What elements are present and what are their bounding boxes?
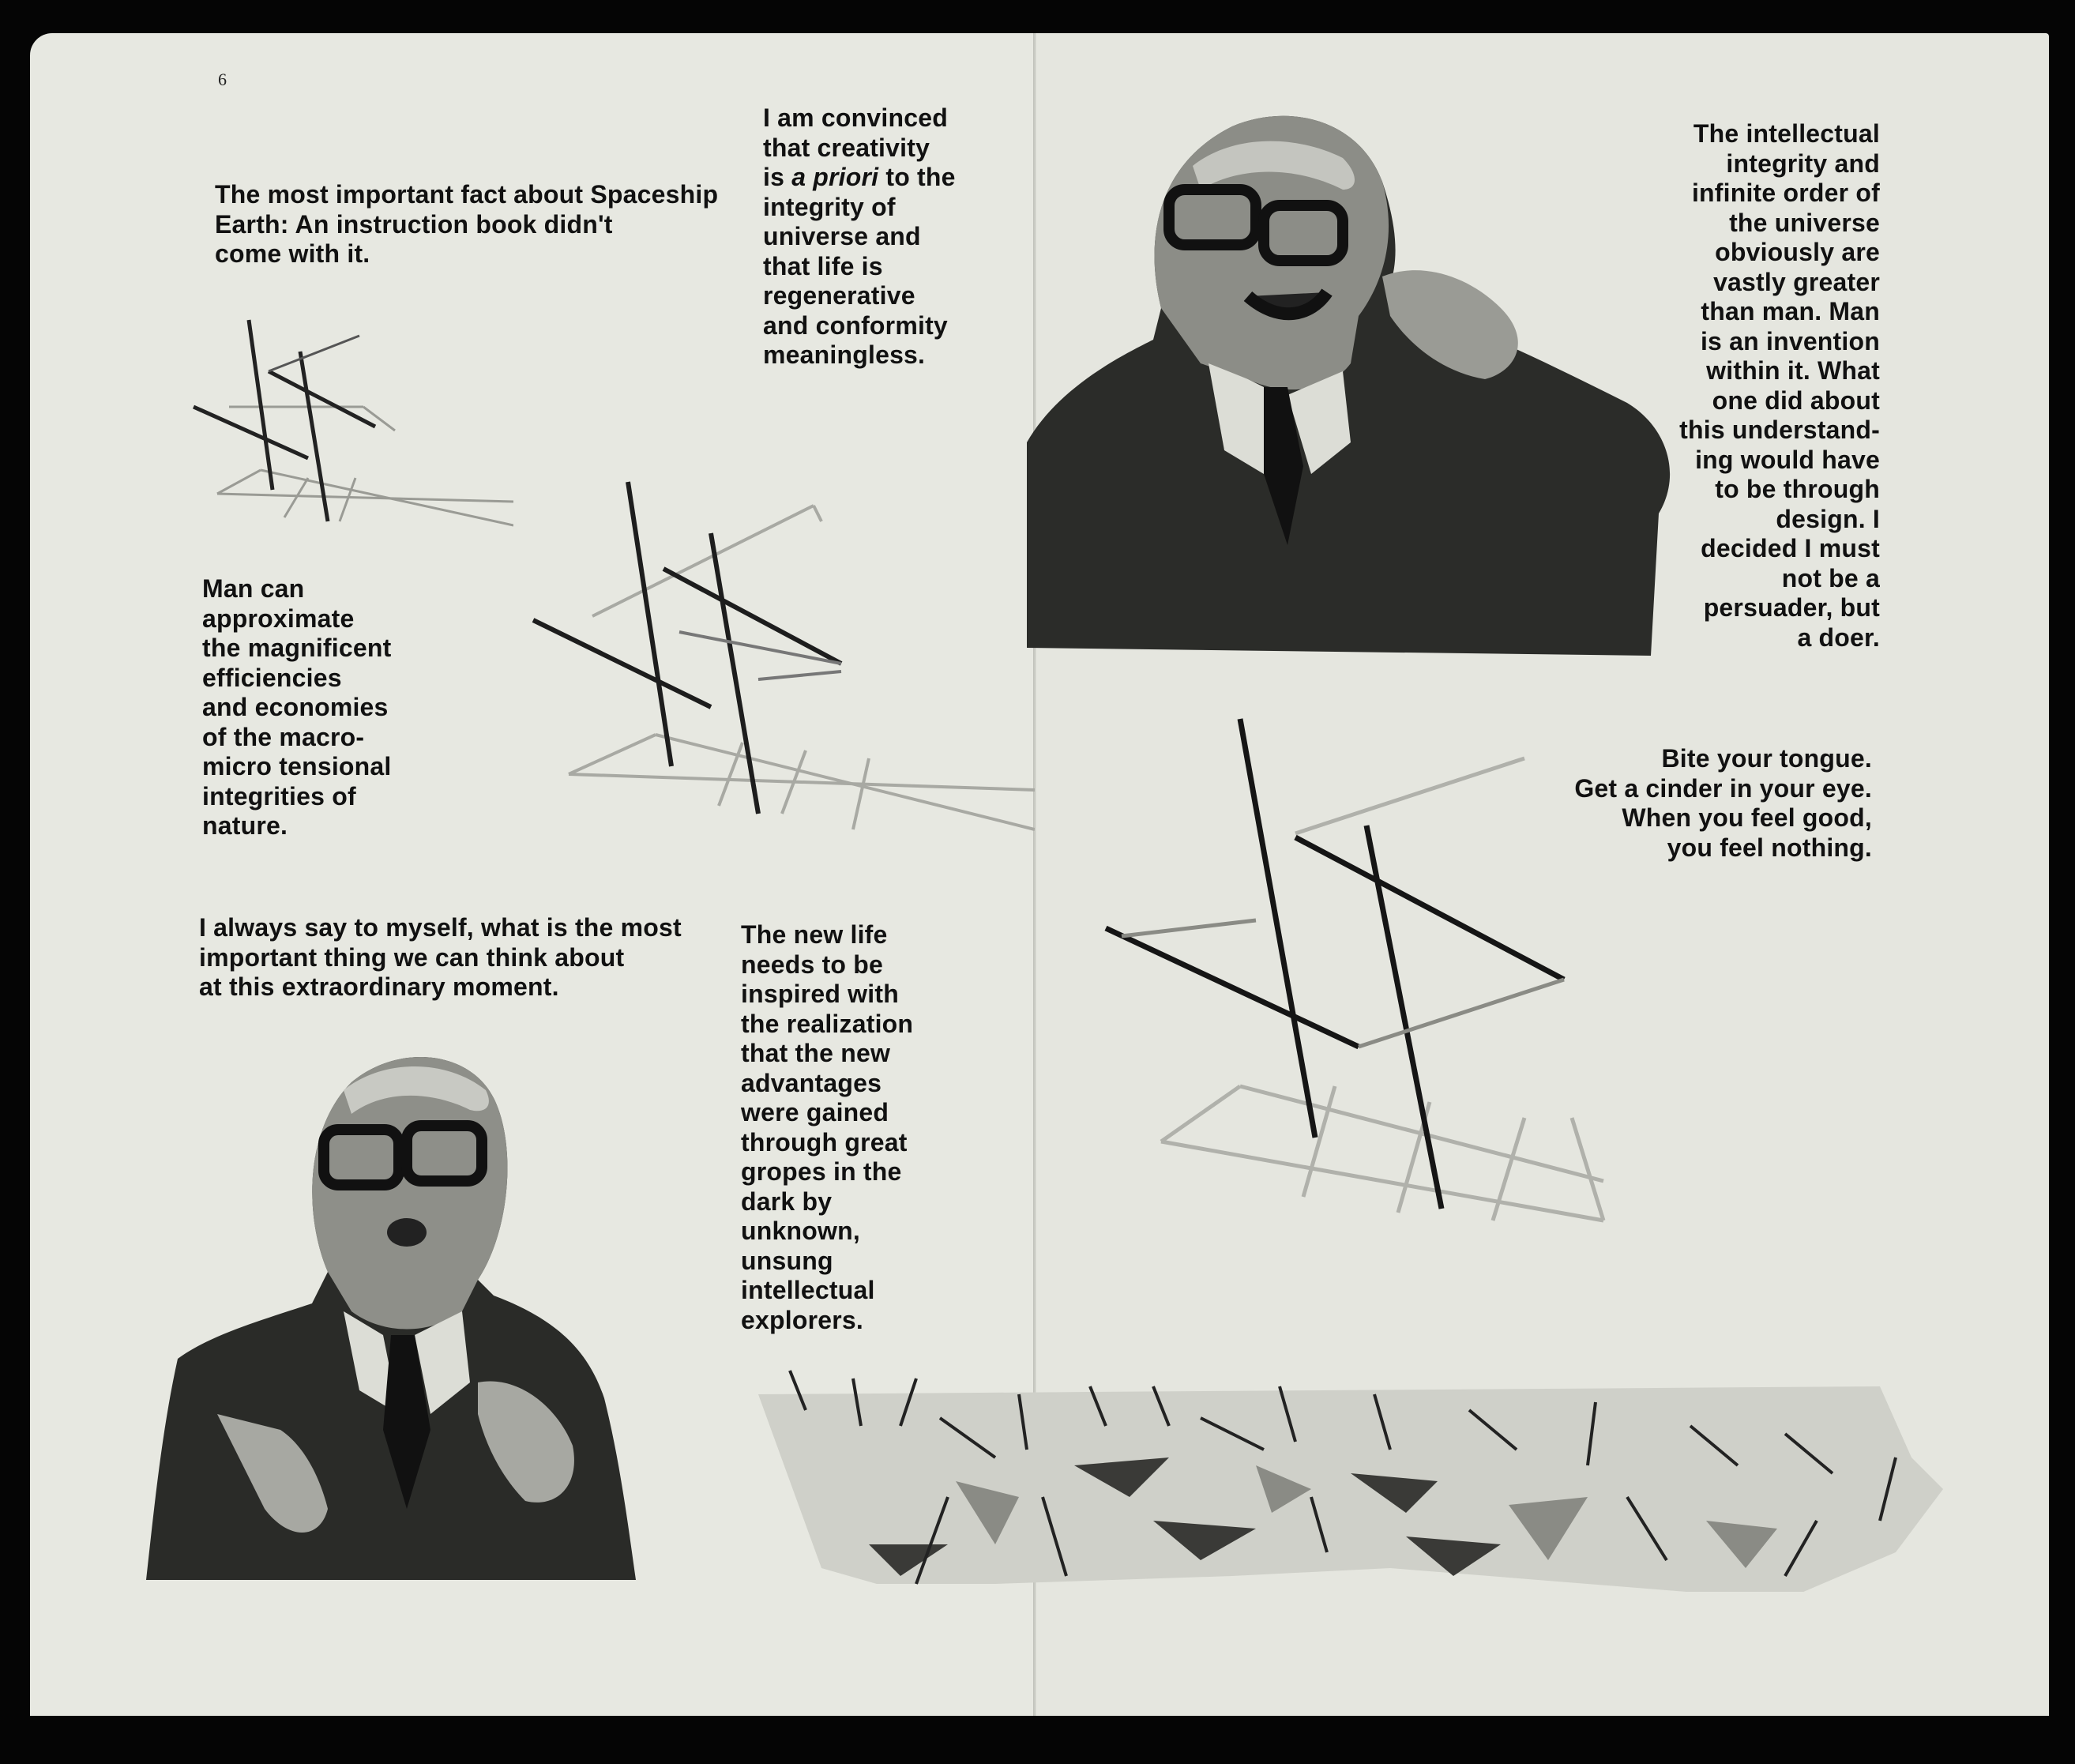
quote-creativity-italic: a priori xyxy=(791,163,879,191)
tensegrity-sketch-small xyxy=(182,312,513,549)
quote-creativity xyxy=(763,103,956,370)
quote-creativity-start: I am convinced that creativity is xyxy=(763,103,948,191)
quote-new-life: The new life needs to be inspired with the realization that the new advantages were gained through great gropes in the dark by unknown, unsung intellectual explorers. xyxy=(741,920,914,1334)
quote-intellectual-integrity: The intellectual integrity and infinite order of the universe obviously are vastly greater than man. Man is an invention within it. What one did about this understand- ing would have to be through design. I decided I must not be a persuader, but a doer. xyxy=(1679,119,1880,652)
geodesic-panel-photo xyxy=(758,1363,1943,1592)
tensegrity-sketch-large xyxy=(1098,707,1651,1228)
tensegrity-sketch-medium xyxy=(521,474,1035,853)
quote-spaceship-earth: The most important fact about Spaceship Earth: An instruction book didn't come with it. xyxy=(215,180,719,268)
photo-gesturing-man xyxy=(146,1035,699,1588)
page-number: 6 xyxy=(218,70,227,89)
quote-always-say: I always say to myself, what is the most important thing we can think about at this extraordinary moment. xyxy=(199,913,682,1001)
photo-laughing-man xyxy=(1027,103,1682,656)
quote-bite-your-tongue: Bite your tongue. Get a cinder in your eye. When you feel good, you feel nothing. xyxy=(1574,744,1872,862)
quote-creativity-end: to the integrity of universe and that life is regenerative and conformity meaningless. xyxy=(763,163,956,369)
quote-man-can: Man can approximate the magnificent efficiencies and economies of the macro- micro tensional integrities of nature. xyxy=(202,574,392,840)
